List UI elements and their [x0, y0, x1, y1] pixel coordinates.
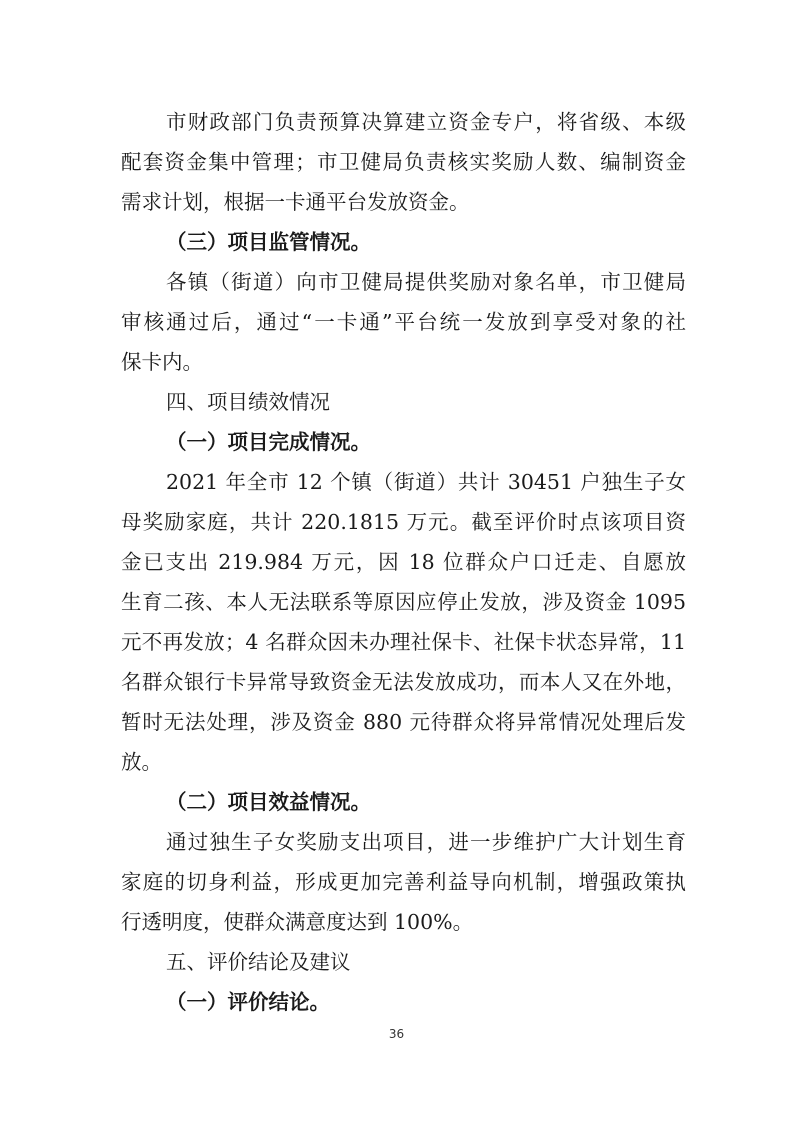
paragraph-line: 保卡内。 [121, 350, 203, 374]
page-number: 36 [388, 1027, 405, 1041]
paragraph-line: 金已支出 219.984 万元，因 18 位群众户口迁走、自愿放 [121, 550, 686, 574]
paragraph-line: 元不再发放；4 名群众因未办理社保卡、社保卡状态异常，11 [121, 630, 686, 654]
paragraph-line: 通过独生子女奖励支出项目，进一步维护广大计划生育 [166, 830, 686, 854]
paragraph-line: 放。 [121, 750, 162, 774]
paragraph-line: 各镇（街道）向市卫健局提供奖励对象名单，市卫健局 [166, 270, 686, 294]
section-subheading: （一）评价结论。 [166, 990, 330, 1014]
paragraph-line: 2021 年全市 12 个镇（街道）共计 30451 户独生子女 [166, 470, 686, 494]
section-subheading: （三）项目监管情况。 [166, 230, 371, 254]
section-heading: 五、评价结论及建议 [166, 950, 351, 974]
paragraph-line: 需求计划，根据一卡通平台发放资金。 [121, 190, 470, 214]
section-subheading: （二）项目效益情况。 [166, 790, 371, 814]
paragraph-line: 市财政部门负责预算决算建立资金专户，将省级、本级 [166, 110, 686, 134]
paragraph-line: 母奖励家庭，共计 220.1815 万元。截至评价时点该项目资 [121, 510, 686, 534]
paragraph-line: 生育二孩、本人无法联系等原因应停止发放，涉及资金 1095 [121, 590, 686, 614]
section-heading: 四、项目绩效情况 [166, 390, 330, 414]
paragraph-line: 审核通过后，通过“一卡通”平台统一发放到享受对象的社 [121, 310, 686, 334]
paragraph-line: 配套资金集中管理；市卫健局负责核实奖励人数、编制资金 [121, 150, 686, 174]
paragraph-line: 家庭的切身利益，形成更加完善利益导向机制，增强政策执 [121, 870, 686, 894]
paragraph-line: 行透明度，使群众满意度达到 100%。 [121, 910, 474, 934]
section-subheading: （一）项目完成情况。 [166, 430, 371, 454]
paragraph-line: 暂时无法处理，涉及资金 880 元待群众将异常情况处理后发 [121, 710, 686, 734]
paragraph-line: 名群众银行卡异常导致资金无法发放成功，而本人又在外地， [121, 670, 686, 694]
